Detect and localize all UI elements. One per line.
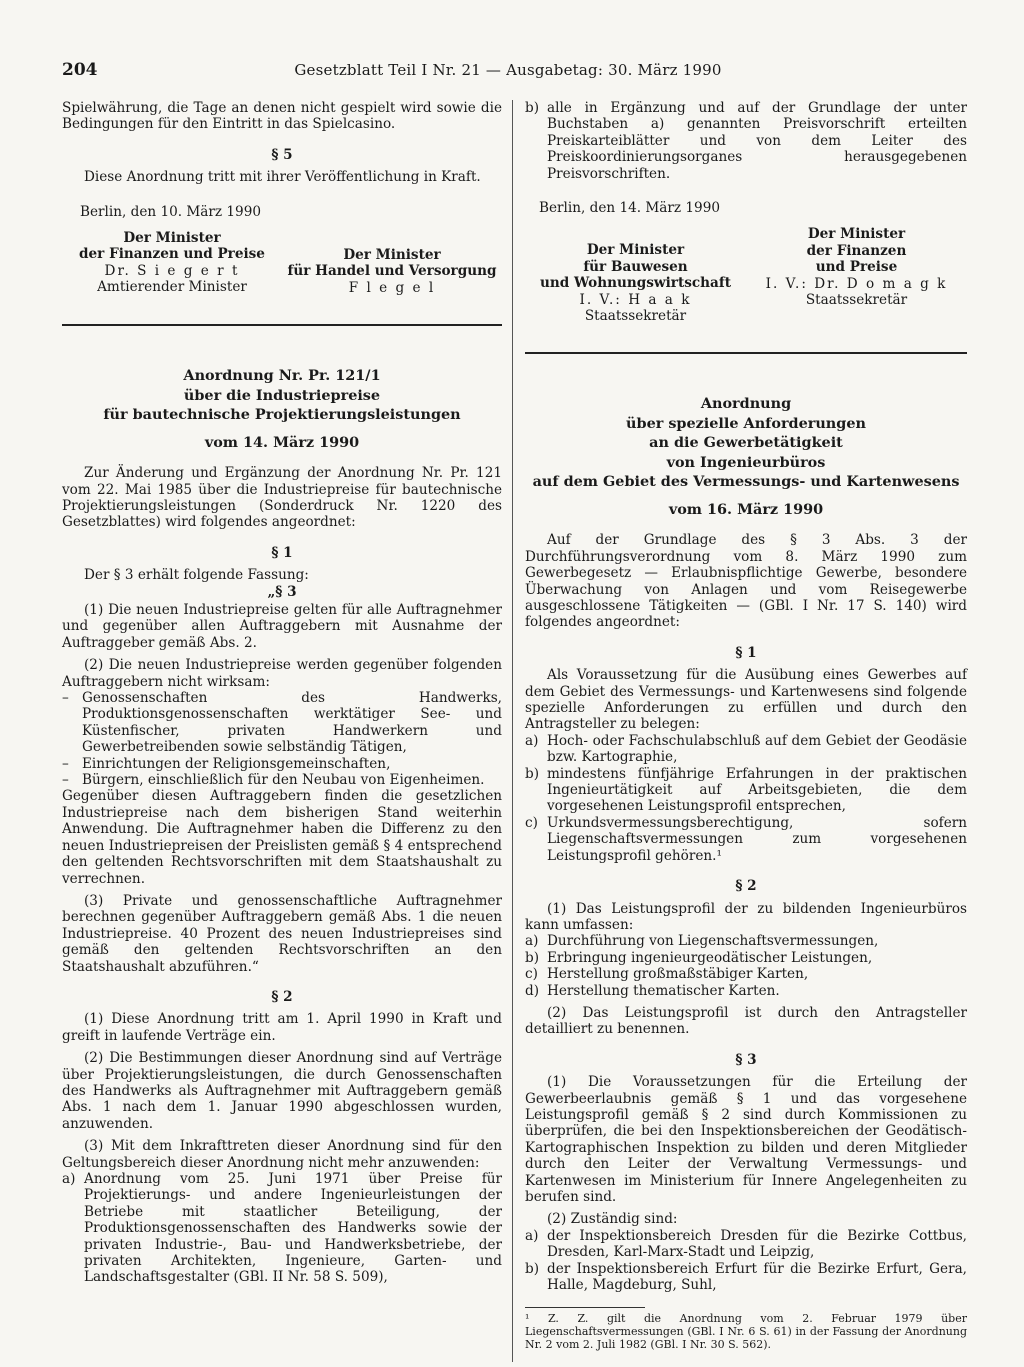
list-item: – Genossenschaften des Handwerks, Produktionsgenossenschaften werktätiger See- und Küstenfischer, privaten Handwerkern und Gewerbetreibenden sowie selbständig Tätigen, bbox=[62, 690, 502, 756]
list-item: d) Herstellung thematischer Karten. bbox=[525, 982, 780, 999]
continued-list bbox=[525, 100, 967, 182]
requirements-list bbox=[525, 733, 967, 864]
quoted-section-3: „§ 3 bbox=[267, 583, 297, 600]
s2-paragraph-1: (1) Das Leistungsprofil der zu bildenden Ingenieurbüros kann umfassen: bbox=[525, 900, 967, 933]
ordinance-title bbox=[62, 366, 502, 425]
signature-name: Dr. S i e g e r t bbox=[104, 262, 240, 279]
signature-title: Amtierender Minister bbox=[97, 279, 247, 296]
title-line: über spezielle Anforderungen bbox=[626, 414, 866, 432]
right-column bbox=[525, 100, 967, 1351]
signature-role: Der Minister bbox=[343, 247, 441, 264]
title-line: von Ingenieurbüros bbox=[666, 453, 826, 471]
list-item: c) Herstellung großmaßstäbiger Karten, bbox=[525, 966, 809, 983]
list-item: c) Urkundsvermessungsberechtigung, sofern Liegenschaftsvermessungen zum vorgesehenen Leistungsprofil gehören.¹ bbox=[525, 814, 967, 864]
ordinance-date: vom 14. März 1990 bbox=[204, 433, 360, 451]
list-item: a) Durchführung von Liegenschaftsvermessungen, bbox=[525, 933, 879, 950]
signature-name: I. V.: H a a k bbox=[579, 291, 692, 308]
signature-name: I. V.: Dr. D o m a g k bbox=[765, 275, 948, 292]
exception-list bbox=[62, 690, 502, 788]
ordinance-date: vom 16. März 1990 bbox=[668, 500, 824, 518]
s2-paragraph-3: (3) Mit dem Inkrafttreten dieser Anordnung sind für den Geltungsbereich dieser Anordnung nicht mehr anzuwenden: bbox=[62, 1138, 502, 1171]
signature-role: und Wohnungswirtschaft bbox=[540, 275, 731, 292]
signature-block bbox=[62, 230, 502, 296]
title-line: an die Gewerbetätigkeit bbox=[649, 434, 843, 452]
signature-title: Staatssekretär bbox=[805, 292, 908, 309]
list-item: a) der Inspektionsbereich Dresden für die Bezirke Cottbus, Dresden, Karl-Marx-Stadt und Leipzig, bbox=[525, 1227, 967, 1261]
signature-trade bbox=[286, 230, 497, 296]
s3-paragraph-1: (1) Die Voraussetzungen für die Erteilung der Gewerbeerlaubnis gemäß § 1 und das vorgesehene Leistungsprofil gemäß § 2 sind durch Kommissionen zu überprüfen, die bei den Inspektionsbereichen der Geodätisch-Kartographischen Inspektion zu bilden und deren Mitglieder durch den Leiter der Verwaltung Vermessungs- und Kartenwesen im Ministerium für Innere Angelegenheiten zu berufen sind. bbox=[525, 1074, 967, 1205]
list-item: b) alle in Ergänzung und auf der Grundlage der unter Buchstaben a) genannten Preisvorschrift erteilten Preiskarteiblätter und von dem Leiter des Preiskoordinierungsorganes herausgegebenen Preisvorschriften. bbox=[525, 100, 967, 182]
column-divider bbox=[512, 100, 513, 1362]
s2-paragraph-2: (2) Das Leistungsprofil ist durch den Antragsteller detailliert zu benennen. bbox=[525, 1004, 967, 1038]
signature-role: der Finanzen und Preise bbox=[79, 246, 265, 263]
s2-paragraph-2: (2) Die Bestimmungen dieser Anordnung sind auf Verträge über Projektierungsleistungen, die durch Genossenschaften des Handwerks als Auftragnehmer mit Auftraggebern gemäß Abs. 1 nach dem 1. Januar 1990 abgeschlossen wurden, anzuwenden. bbox=[62, 1050, 502, 1132]
intro-text: Auf der Grundlage des § 3 Abs. 3 der Durchführungsverordnung vom 8. März 1990 zum Gewerbegesetz — Erlaubnispflichtige Gewerbe, besondere Überwachung von Anlagen und vom Reisegewerbe ausgeschlossene Tätigkeiten — (GBl. I Nr. 17 S. 140) wird folgendes angeordnet: bbox=[525, 532, 967, 631]
title-line: Anordnung bbox=[700, 395, 792, 413]
page-number: 204 bbox=[62, 60, 98, 80]
list-item: b) der Inspektionsbereich Erfurt für die Bezirke Erfurt, Gera, Halle, Magdeburg, Suhl, bbox=[525, 1260, 967, 1294]
left-column bbox=[62, 100, 502, 1286]
signature-finance bbox=[750, 226, 962, 324]
section-heading-2: § 2 bbox=[271, 988, 293, 1005]
s2-paragraph-1: (1) Diese Anordnung tritt am 1. April 1990 in Kraft und greift in laufende Verträge ein. bbox=[62, 1011, 502, 1044]
title-line: Anordnung Nr. Pr. 121/1 bbox=[183, 367, 381, 385]
continued-text: Spielwährung, die Tage an denen nicht gespielt wird sowie die Bedingungen für den Eintritt in das Spielcasino. bbox=[62, 100, 502, 133]
list-item: a) Anordnung vom 25. Juni 1971 über Preise für Projektierungs- und andere Ingenieurleistungen der Betriebe mit staatlicher Beteiligung, der Produktionsgenossenschaften des Handwerks sowie der privaten Industrie-, Bau- und Handwerksbetriebe, der privaten Architekten, Ingenieure, Garten- und Landschaftsgestalter (GBl. II Nr. 58 S. 509), bbox=[62, 1171, 502, 1286]
section-5-text: Diese Anordnung tritt mit ihrer Veröffentlichung in Kraft. bbox=[84, 169, 481, 186]
section-heading-2: § 2 bbox=[735, 878, 757, 895]
ordinance-title bbox=[525, 394, 967, 492]
signature-construction bbox=[529, 226, 741, 324]
title-line: auf dem Gebiet des Vermessungs- und Kartenwesens bbox=[532, 473, 960, 491]
place-date: Berlin, den 10. März 1990 bbox=[80, 203, 261, 220]
signature-finance bbox=[66, 230, 277, 296]
place-date: Berlin, den 14. März 1990 bbox=[539, 200, 720, 217]
paragraph-3: (3) Private und genossenschaftliche Auftragnehmer berechnen gegenüber Auftraggebern gemäß Abs. 1 die neuen Industriepreise. 40 Prozent des neuen Industriepreises sind gemäß den geltenden Rechtsvorschriften an den Staatshaushalt abzuführen.“ bbox=[62, 892, 502, 975]
signature-name: F l e g e l bbox=[348, 279, 436, 296]
signature-role: Der Minister bbox=[586, 242, 685, 259]
intro-text: Zur Änderung und Ergänzung der Anordnung Nr. Pr. 121 vom 22. Mai 1985 über die Industriepreise für bautechnische Projektierungsleistungen (Sonderdruck Nr. 1220 des Gesetzblattes) wird folgendes angeordnet: bbox=[62, 465, 502, 531]
running-title: Gesetzblatt Teil I Nr. 21 — Ausgabetag: 30. März 1990 bbox=[294, 61, 722, 79]
title-line: über die Industriepreise bbox=[183, 386, 381, 404]
profile-list bbox=[525, 933, 967, 999]
s3-paragraph-2: (2) Zuständig sind: bbox=[547, 1211, 678, 1228]
section-rule bbox=[525, 352, 967, 354]
section-1-lead: Der § 3 erhält folgende Fassung: bbox=[84, 567, 309, 584]
signature-title: Staatssekretär bbox=[584, 308, 687, 325]
signature-block bbox=[525, 226, 967, 324]
list-item: b) Erbringung ingenieurgeodätischer Leistungen, bbox=[525, 949, 873, 966]
list-item: a) Hoch- oder Fachschulabschluß auf dem Gebiet der Geodäsie bzw. Kartographie, bbox=[525, 732, 967, 766]
section-heading-1: § 1 bbox=[271, 544, 293, 561]
paragraph-2b: Gegenüber diesen Auftraggebern finden die gesetzlichen Industriepreise nach dem bisherigen Stand weiterhin Anwendung. Die Auftragnehmer haben die Differenz zu den neuen Industriepreisen der Preislisten gemäß § 4 entsprechend den geltenden Rechtsvorschriften mit dem Staatshaushalt zu verrechnen. bbox=[62, 788, 502, 887]
section-1-text: Als Voraussetzung für die Ausübung eines Gewerbes auf dem Gebiet des Vermessungs- und Kartenwesens sind folgende spezielle Anforderungen zu erfüllen und durch den Antragsteller zu belegen: bbox=[525, 667, 967, 733]
section-heading-3: § 3 bbox=[735, 1051, 757, 1068]
signature-role: und Preise bbox=[815, 259, 898, 276]
footnote-rule bbox=[525, 1307, 645, 1308]
signature-role: für Bauwesen bbox=[583, 258, 688, 275]
jurisdiction-list bbox=[525, 1228, 967, 1294]
section-rule bbox=[62, 324, 502, 326]
signature-role: Der Minister bbox=[123, 230, 221, 247]
section-heading-5: § 5 bbox=[271, 146, 293, 163]
title-line: für bautechnische Projektierungsleistungen bbox=[103, 406, 461, 424]
signature-role: für Handel und Versorgung bbox=[287, 263, 497, 280]
list-item: – Bürgern, einschließlich für den Neubau von Eigenheimen. bbox=[62, 772, 485, 789]
footnote: ¹ Z. Z. gilt die Anordnung vom 2. Februar 1979 über Liegenschaftsvermessungen (GBl. I Nr. 6 S. 61) in der Fassung der Anordnung Nr. 2 vom 2. Juli 1982 (GBl. I Nr. 30 S. 562). bbox=[525, 1312, 967, 1352]
repealed-list bbox=[62, 1171, 502, 1286]
paragraph-2: (2) Die neuen Industriepreise werden gegenüber folgenden Auftraggebern nicht wirksam: bbox=[62, 657, 502, 690]
paragraph-1: (1) Die neuen Industriepreise gelten für alle Auftragnehmer und gegenüber allen Auftraggebern mit Ausnahme der Auftraggeber gemäß Abs. 2. bbox=[62, 602, 502, 651]
section-heading-1: § 1 bbox=[735, 644, 757, 661]
list-item: – Einrichtungen der Religionsgemeinschaften, bbox=[62, 755, 391, 772]
page-header bbox=[62, 62, 954, 84]
list-item: b) mindestens fünfjährige Erfahrungen in der praktischen Ingenieurtätigkeit auf Arbeitsgebieten, die dem vorgesehenen Leistungsprofil entsprechen, bbox=[525, 765, 967, 815]
signature-role: Der Minister bbox=[807, 226, 906, 243]
signature-role: der Finanzen bbox=[806, 242, 907, 259]
